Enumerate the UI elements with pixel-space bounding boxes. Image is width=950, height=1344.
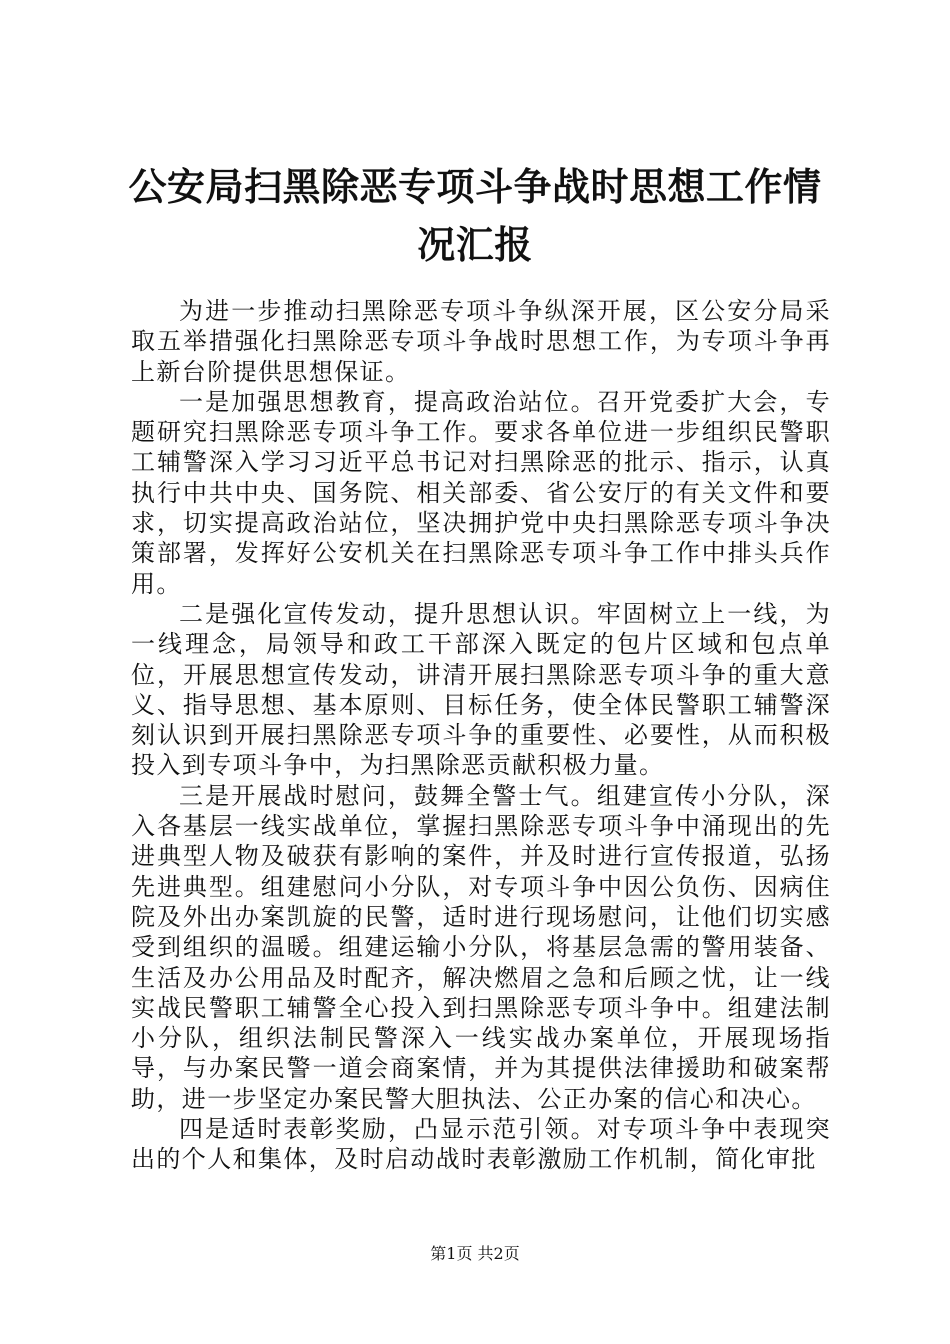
document-body <box>131 296 831 1175</box>
paragraph-point-4: 四是适时表彰奖励，凸显示范引领。对专项斗争中表现突出的个人和集体，及时启动战时表彰激励工作机制，简化审批 <box>131 1115 831 1174</box>
paragraph-point-2: 二是强化宣传发动，提升思想认识。牢固树立上一线，为一线理念，局领导和政工干部深入既定的包片区域和包点单位，开展思想宣传发动，讲清开展扫黑除恶专项斗争的重大意义、指导思想、基本原则、目标任务，使全体民警职工辅警深刻认识到开展扫黑除恶专项斗争的重要性、必要性，从而积极投入到专项斗争中，为扫黑除恶贡献积极力量。 <box>131 599 831 780</box>
paragraph-point-3: 三是开展战时慰问，鼓舞全警士气。组建宣传小分队，深入各基层一线实战单位，掌握扫黑除恶专项斗争中涌现出的先进典型人物及破获有影响的案件，并及时进行宣传报道，弘扬先进典型。组建慰问小分队，对专项斗争中因公负伤、因病住院及外出办案凯旋的民警，适时进行现场慰问，让他们切实感受到组织的温暖。组建运输小分队，将基层急需的警用装备、生活及办公用品及时配齐，解决燃眉之急和后顾之忧，让一线实战民警职工辅警全心投入到扫黑除恶专项斗争中。组建法制小分队，组织法制民警深入一线实战办案单位，开展现场指导，与办案民警一道会商案情，并为其提供法律援助和破案帮助，进一步坚定办案民警大胆执法、公正办案的信心和决心。 <box>131 781 831 1113</box>
paragraph-intro: 为进一步推动扫黑除恶专项斗争纵深开展，区公安分局采取五举措强化扫黑除恶专项斗争战时思想工作，为专项斗争再上新台阶提供思想保证。 <box>131 297 831 386</box>
page-number: 第1页 共2页 <box>430 1244 520 1263</box>
document-title: 公安局扫黑除恶专项斗争战时思想工作情况汇报 <box>128 165 822 267</box>
paragraph-point-1: 一是加强思想教育，提高政治站位。召开党委扩大会，专题研究扫黑除恶专项斗争工作。要求各单位进一步组织民警职工辅警深入学习习近平总书记对扫黑除恶的批示、指示，认真执行中共中央、国务院、相关部委、省公安厅的有关文件和要求，切实提高政治站位，坚决拥护党中央扫黑除恶专项斗争决策部署，发挥好公安机关在扫黑除恶专项斗争工作中排头兵作用。 <box>131 387 831 598</box>
page-footer <box>0 1243 950 1265</box>
